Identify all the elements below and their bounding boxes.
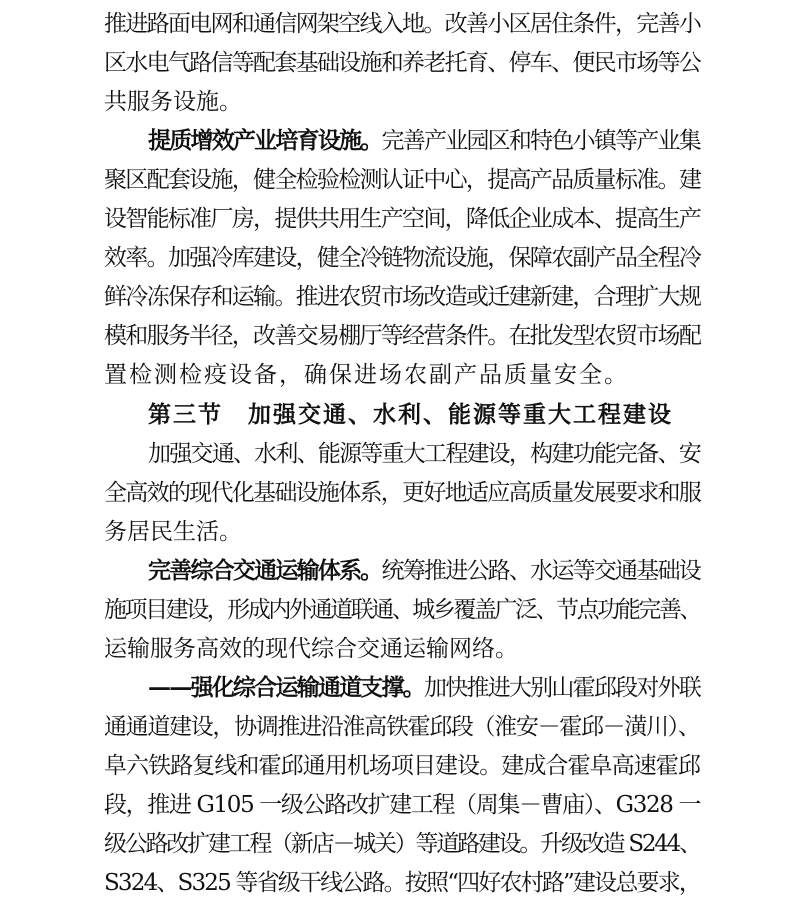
paragraph-line <box>148 440 700 468</box>
line-text: 模和服务半径，改善交易棚厅等经营条件。在批发型农贸市场配 <box>104 323 701 349</box>
line-text: 段，推进 G105 一级公路改扩建工程（周集－曹庙）、G328 一 <box>104 792 701 818</box>
paragraph-line <box>104 49 700 77</box>
paragraph-line <box>104 869 700 897</box>
line-text: 施项目建设，形成内外通道联通、城乡覆盖广泛、节点功能完善、 <box>104 597 700 623</box>
line-text: 阜六铁路复线和霍邱通用机场项目建设。建成合霍阜高速霍邱 <box>104 753 700 779</box>
paragraph-line <box>104 361 629 389</box>
line-text: 级公路改扩建工程（新店－城关）等道路建设。升级改造 S244、 <box>104 831 700 857</box>
paragraph-line <box>104 713 700 741</box>
paragraph-line <box>104 596 700 624</box>
paragraph-line <box>104 479 700 507</box>
paragraph-line <box>104 791 700 819</box>
line-text: 加强交通、水利、能源等重大工程建设，构建功能完备、安 <box>148 441 700 467</box>
line-text: 统筹推进公路、水运等交通基础设 <box>381 558 700 584</box>
paragraph-line <box>104 205 700 233</box>
paragraph-line <box>104 88 242 116</box>
line-text: 通通道建设，协调推进沿淮高铁霍邱段（淮安－霍邱－潢川）、 <box>104 714 700 740</box>
line-text: 加快推进大别山霍邱段对外联 <box>424 675 700 701</box>
section-heading: 第三节 加强交通、水利、能源等重大工程建设 <box>148 401 673 428</box>
line-text: 聚区配套设施，健全检验检测认证中心，提高产品质量标准。建 <box>104 167 701 193</box>
paragraph-line <box>104 830 700 858</box>
line-text: 设智能标准厂房，提供共用生产空间，降低企业成本、提高生产 <box>104 206 701 232</box>
line-text: 鲜冷冻保存和运输。推进农贸市场改造或迁建新建，合理扩大规 <box>104 284 701 310</box>
paragraph-line <box>104 166 700 194</box>
paragraph-line <box>148 674 700 702</box>
bold-lead-text: 完善综合交通运输体系。 <box>148 557 382 584</box>
line-text: 共服务设施。 <box>104 89 242 115</box>
paragraph-line <box>104 752 700 780</box>
bold-lead-text: ——强化综合运输通道支撑。 <box>148 674 424 701</box>
paragraph-line <box>104 244 700 272</box>
paragraph-line <box>104 283 700 311</box>
line-text: 区水电气路信等配套基础设施和养老托育、停车、便民市场等公 <box>104 50 701 76</box>
paragraph-line <box>104 10 700 38</box>
line-text: 置检测检疫设备，确保进场农副产品质量安全。 <box>104 362 629 388</box>
paragraph-line <box>104 518 242 546</box>
line-text: 推进路面电网和通信网架空线入地。改善小区居住条件，完善小 <box>104 11 701 37</box>
paragraph-line <box>148 127 700 155</box>
paragraph-line <box>104 322 700 350</box>
paragraph-line <box>148 557 700 585</box>
bold-lead-text: 提质增效产业培育设施。 <box>148 127 382 154</box>
line-text: 运输服务高效的现代综合交通运输网络。 <box>104 636 518 662</box>
line-text: 务居民生活。 <box>104 519 242 545</box>
paragraph-line <box>104 635 518 663</box>
line-text: S324、S325 等省级干线公路。按照“四好农村路”建设总要求， <box>104 870 701 896</box>
line-text: 全高效的现代化基础设施体系，更好地适应高质量发展要求和服 <box>104 480 701 506</box>
line-text: 完善产业园区和特色小镇等产业集 <box>381 128 700 154</box>
line-text: 效率。加强冷库建设，健全冷链物流设施，保障农副产品全程冷 <box>104 245 701 271</box>
